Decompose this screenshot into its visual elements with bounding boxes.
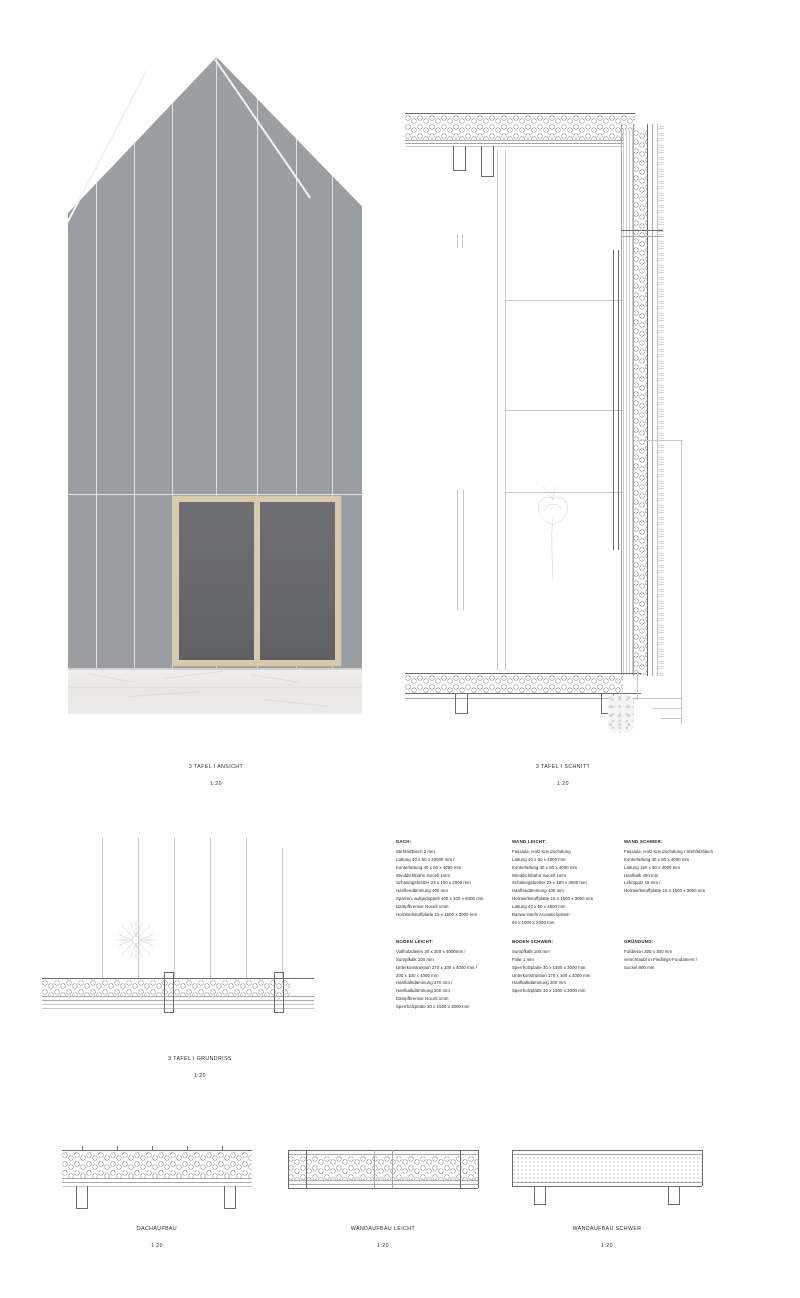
spec-line: Winddichtbahn Isocell 1mm (512, 872, 567, 878)
spec-line: Holzwerkstoffplatte 15 x 1500 x 3000 mm (624, 888, 706, 894)
spec-line: Hanfkalkdämmung 200 mm (396, 988, 450, 994)
spec-line: Sperrholzplatte 30 x 1500 x 3000 mm (512, 964, 586, 970)
spec-line: Lattung 40 x 60 x 40000 mm / (396, 857, 455, 863)
spec-line: Schalungsbretter 23 x 100 x 2000 mm (396, 880, 471, 886)
spec-line: Sumpfkalk 100 mm (396, 957, 434, 963)
window-glass-left (179, 502, 254, 660)
spec-line: Holzwerkstoffplatte 15 x 1500 x 3000 mm (512, 896, 594, 902)
spec-title-dach: DACH: (396, 839, 412, 844)
foundation-stone (608, 695, 634, 733)
plan-drawing (42, 838, 342, 1038)
spec-line: Konterlattung 40 x 60 x 4000 mm (624, 857, 690, 863)
roof-insulation-hatch (405, 115, 635, 140)
wall-light-insulation-hatch (288, 1156, 478, 1180)
spec-block-boden-leicht (396, 938, 508, 1011)
window-glass-right (260, 502, 335, 660)
spec-line: Fußbeton 300 x 300 mm (624, 949, 673, 955)
facade-cladding-hatch (658, 124, 664, 676)
spec-line: Konterlattung 40 x 60 x 4000 mm (512, 864, 578, 870)
section-caption-title: 3 TAFEL I SCHNITT (535, 763, 591, 770)
detail-roof-caption (67, 1216, 247, 1250)
vegetation-icon (523, 465, 583, 580)
spec-line: Unterkonstruktion 270 x 100 x 4000 mm / (396, 964, 477, 970)
window-frame (173, 496, 341, 666)
spec-line: Unterkonstruktion 170 x 100 x 4000 mm (512, 972, 591, 978)
roof-detail-insulation-hatch (62, 1152, 252, 1178)
spec-title-boden-leicht: BODEN LEICHT: (396, 939, 434, 944)
spec-title-gruendung: GRÜNDUNG: (624, 939, 654, 944)
spec-title-boden-schwer: BODEN SCHWER: (512, 939, 554, 944)
plan-caption-title: 3 TAFEL I GRUNDRISS (168, 1055, 232, 1062)
elevation-drawing (68, 57, 362, 728)
spec-line: Sockel 800 mm (624, 964, 655, 970)
spec-line: Dampfbremse Isocell 1mm (396, 903, 449, 909)
spec-line: Hanfkalkdämmung 200 mm (512, 980, 566, 986)
detail-wall-heavy-caption-scale: 1:20 (601, 1242, 613, 1249)
spec-line: Lattung 40 x 60 x 4000 mm (512, 857, 566, 863)
detail-roof-caption-scale: 1:20 (151, 1242, 163, 1249)
spec-line: Lehmputz 15 mm / (624, 880, 661, 886)
spec-block-wand-schwer (624, 838, 754, 895)
spec-block-gruendung (624, 938, 754, 972)
spec-line: Baswa Hanfs Acousticsystem (512, 911, 570, 917)
spec-line: Hanfkalk 400 mm (624, 872, 659, 878)
section-caption (455, 754, 671, 788)
spec-line: 200 x 100 x 4000 mm (396, 972, 439, 978)
spec-line: Konterlattung 40 x 60 x 4000 mm (396, 864, 462, 870)
spec-line: Hanfkalkdämmung 270 mm / (396, 980, 453, 986)
spec-line: Dampfbremse Isocell 1mm (396, 996, 449, 1002)
spec-line: Lattung 40 x 50 x 4500 mm (512, 903, 566, 909)
section-caption-scale: 1:20 (557, 780, 569, 787)
plan-caption-scale: 1:20 (194, 1072, 206, 1079)
spec-title-wand-leicht: WAND LEICHT: (512, 839, 547, 844)
spec-line: Lattung 150 x 80 x 4000 mm (624, 864, 681, 870)
spec-line: Winddichtbahn Isocell 1mm (396, 872, 451, 878)
spec-line: Sumpfkalk 100 mm (512, 949, 550, 955)
section-drawing (405, 110, 720, 725)
spec-line: Folie 1 mm (512, 957, 534, 963)
spec-line: Stehfalzblech 2 mm (396, 849, 435, 855)
plan-vegetation-icon (110, 914, 162, 966)
spec-line: 50 x 1000 x 2000 mm (512, 919, 555, 925)
spec-block-wand-leicht (512, 838, 624, 926)
spec-line: Hanfleedämmung 400 mm (396, 888, 448, 894)
spec-line: Vollholzdielen 30 x 300 x 4000mm / (396, 949, 466, 955)
wall-heavy-hempcrete-hatch (512, 1156, 702, 1182)
spec-line: Fassade, Holz Kreuzschalung (512, 849, 571, 855)
spec-line: Sperrholzplatte 30 x 1500 x 3000 mm (512, 988, 586, 994)
wall-insulation-hatch (633, 130, 647, 675)
plan-insulation-hatch (42, 980, 290, 996)
spec-line: Schalungsbretter 23 x 100 x 3000 mm (512, 880, 587, 886)
detail-wall-light-caption-title: WANDAUFBAU LEICHT (350, 1225, 416, 1232)
spec-line: verschraubt in Findlings-Fundament / (624, 957, 698, 963)
spec-block-dach (396, 838, 504, 919)
wall-batten-hatch (623, 130, 633, 675)
spec-line: Hanfleedämmung 400 mm (512, 888, 564, 894)
spec-line: Sparren, aufgedoppelt 400 x 100 x 9400 mm (396, 896, 484, 902)
terrain-strip (68, 669, 362, 714)
elevation-caption-title: 3 TAFEL I ANSICHT (188, 763, 244, 770)
spec-line: Fassade, Holz Kreuzschalung / Stehfalzblech (624, 849, 714, 855)
detail-wall-heavy-caption-title: WANDAUFBAU SCHWER (572, 1225, 642, 1232)
spec-line: Holzwerkstoffplatte 15 x 1500 x 3000 mm (396, 911, 478, 917)
spec-block-boden-schwer (512, 938, 624, 995)
detail-wall-heavy-caption (517, 1216, 697, 1250)
spec-line: Sperrholzplatte 30 x 1500 x 3000 mm (396, 1003, 470, 1009)
spec-title-wand-schwer: WAND SCHWER: (624, 839, 663, 844)
floor-insulation-hatch (405, 675, 623, 693)
elevation-caption-scale: 1:20 (210, 780, 222, 787)
plan-caption (110, 1046, 290, 1080)
detail-wall-light-caption-scale: 1:20 (377, 1242, 389, 1249)
detail-wall-light-caption (293, 1216, 473, 1250)
detail-roof-caption-title: DACHAUFBAU (136, 1225, 178, 1232)
elevation-caption (108, 754, 324, 788)
